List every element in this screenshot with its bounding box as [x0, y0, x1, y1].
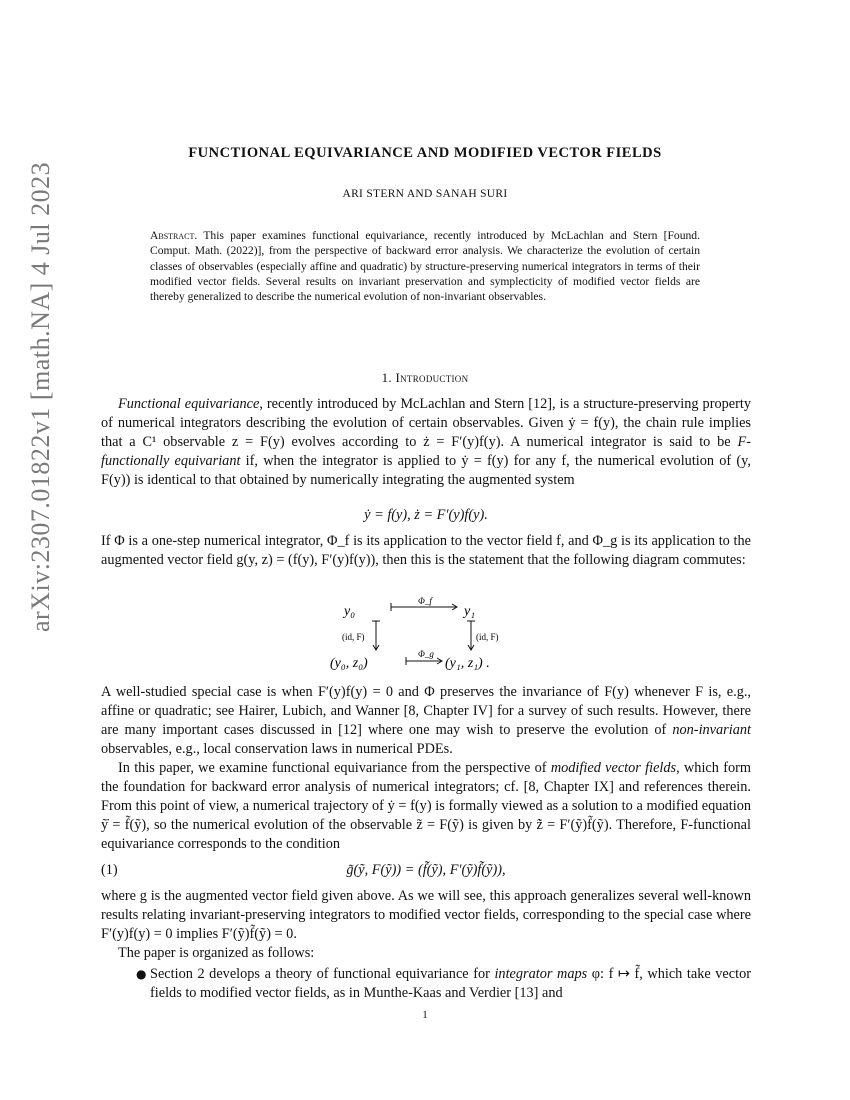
bullet-item-1 — [150, 965, 751, 1003]
intro-paragraph-2: If Φ is a one-step numerical integrator, Φ_f is its application to the vector field f, and Φ_g is its application to the augmented vector field g(y, z) = (f(y), F′(y)f(y)), then this is the statement that the following diagram commutes: — [101, 533, 751, 568]
p3-text-a: A well-studied special case is when F′(y)f(y) = 0 and Φ preserves the invariance of F(y) whenever F is, e.g., affine or quadratic; see Hairer, Lubich, and Wanner [8, Chapter IV] for a survey of such results. However, there are many important cases discussed in [12] where one may wish to preserve the evolution of — [101, 684, 751, 738]
paper-title: FUNCTIONAL EQUIVARIANCE AND MODIFIED VECTOR FIELDS — [188, 145, 662, 161]
p3-text-b: observables, e.g., local conservation laws in numerical PDEs. — [101, 741, 453, 757]
emph-non-invariant: non-invariant — [672, 722, 751, 738]
p4-text-a: In this paper, we examine functional equivariance from the perspective of — [118, 760, 551, 776]
commutative-diagram — [330, 595, 520, 675]
abstract — [150, 228, 700, 304]
diagram-map-right: (id, F) — [476, 632, 499, 642]
diagram-map-bottom: Φ_g — [418, 649, 434, 659]
intro-paragraph-6 — [101, 944, 751, 963]
emph-modified-vector-fields: modified vector fields — [550, 760, 677, 776]
abstract-label: Abstract. — [150, 229, 198, 242]
section-heading — [0, 370, 850, 386]
intro-paragraph-1 — [101, 395, 751, 490]
paper-authors: ARI STERN AND SANAH SURI — [342, 188, 508, 200]
diagram-node-top-right: y₁ — [464, 604, 476, 619]
bullet1-text-a: Section 2 develops a theory of functional equivariance for — [150, 966, 495, 982]
equation-number: (1) — [101, 862, 118, 878]
p1-text-a: , recently introduced by McLachlan and Stern [12], is a structure-preserving property of numerical integrators describing the evolution of certain observables. Given ẏ = f(y), the chain rule implies that a C¹ observable z = F(y) evolves according to ż = F′(y)f(y). A numerical integrator is said to be — [101, 396, 751, 450]
diagram-map-left: (id, F) — [342, 632, 365, 642]
emph-f-functionally-equivariant: F-functionally equivariant — [101, 434, 751, 469]
diagram-node-bottom-left: (y₀, z₀) — [330, 656, 368, 671]
intro-paragraph-3 — [101, 683, 751, 759]
section-number: 1. — [381, 370, 392, 385]
abstract-text: This paper examines functional equivariance, recently introduced by McLachlan and Stern [Found. Comput. Math. (2022)], from the perspective of backward error analysis. We characterize the evolution of certain classes of observables (especially affine and quadratic) by structure-preserving numerical integrators in terms of their modified vector fields. Several results on invariant preservation and symplecticity of modified vector fields are thereby generalized to describe the numerical evolution of non-invariant observables. — [150, 229, 700, 304]
equation-1: g̃(ỹ, F(ỹ)) = (f̃(ỹ), F′(ỹ)f̃(ỹ)), — [346, 862, 506, 878]
intro-paragraph-4 — [101, 759, 751, 854]
p6-text: The paper is organized as follows: — [118, 945, 315, 961]
diagram-node-bottom-right: (y₁, z₁) . — [445, 656, 490, 671]
intro-paragraph-5: where g is the augmented vector field given above. As we will see, this approach generalizes several well-known results relating invariant-preserving integrators to modified vector fields, corresponding to the special case where F′(y)f(y) = 0 implies F′(ỹ)f̃(ỹ) = 0. — [101, 888, 751, 942]
p4-text-b: , which form the foundation for backward error analysis of numerical integrators; cf. [8, Chapter IX] and references therein. From this point of view, a numerical trajectory of ẏ = f(y) is formally viewed as a solution to a modified equation ỹ̇ = f̃(ỹ), so the numerical evolution of the observable z̃ = F(ỹ) is given by z̃̇ = F′(ỹ)f̃(ỹ). Therefore, F-functional equivariance corresponds to the condition — [101, 760, 752, 852]
diagram-node-top-left: y₀ — [344, 604, 356, 619]
p1-text-b: if, when the integrator is applied to ẏ = f(y) for any f, the numerical evolution of (y, F(y)) is identical to that obtained by numerically integrating the augmented system — [101, 453, 751, 488]
emph-integrator-maps: integrator maps — [494, 966, 588, 982]
augmented-system-equation: ẏ = f(y), ż = F′(y)f(y). — [364, 507, 488, 523]
bullet-point: ● — [136, 967, 147, 981]
emph-functional-equivariance: Functional equivariance — [118, 396, 260, 412]
diagram-map-top: Φ_f — [418, 596, 432, 606]
arxiv-side-label: arXiv:2307.01822v1 [math.NA] 4 Jul 2023 — [26, 161, 55, 632]
bullet1-text-b: φ: f ↦ f̃, which take vector fields to modified vector fields, as in Munthe-Kaas and Verdier [13] and — [150, 966, 751, 1001]
section-title: Introduction — [395, 370, 469, 385]
page-number: 1 — [422, 1009, 428, 1021]
